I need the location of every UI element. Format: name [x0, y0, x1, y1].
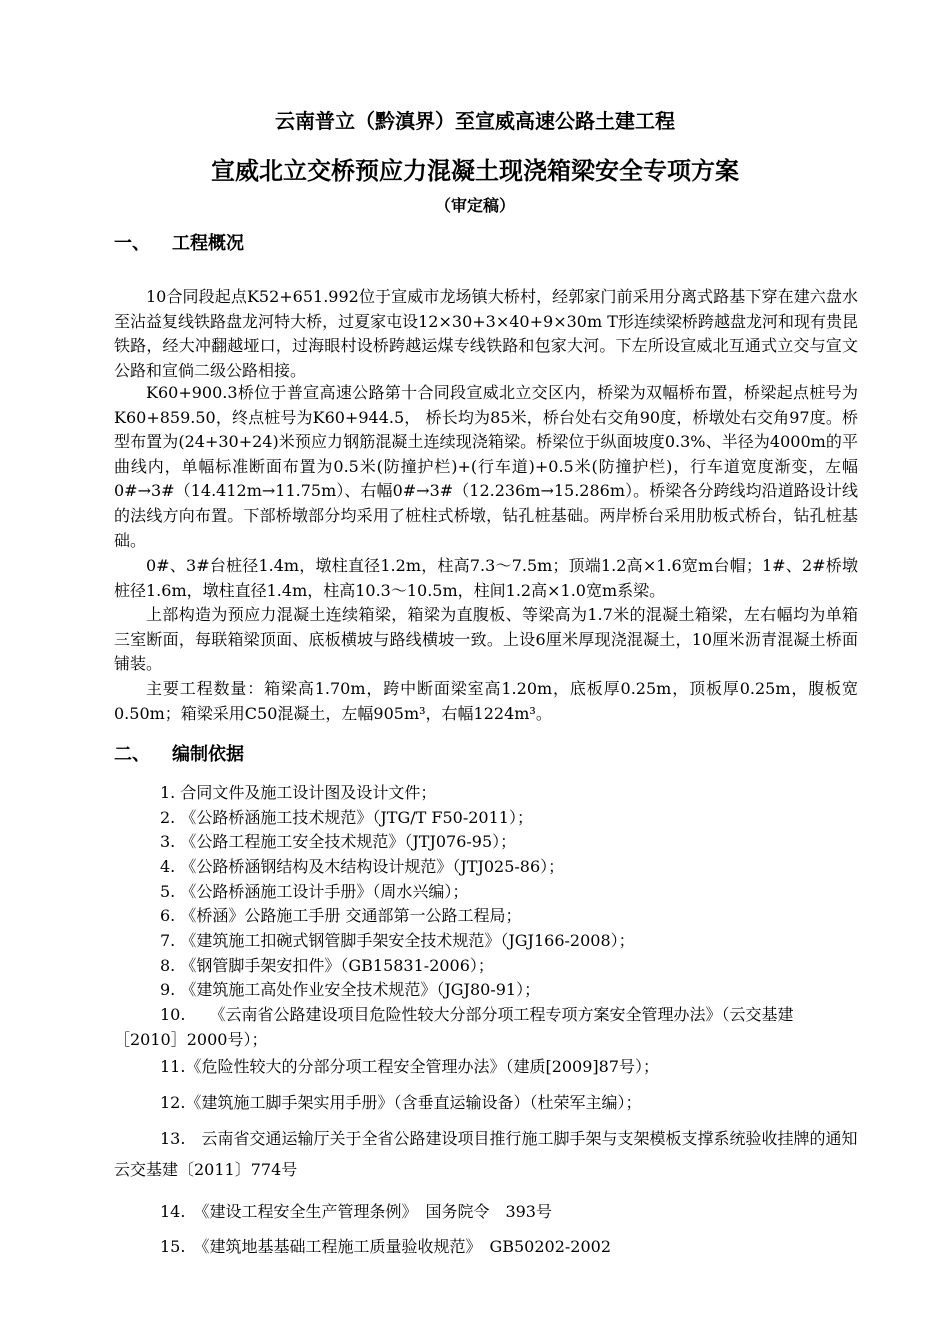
draft-status: （审定稿）	[434, 196, 515, 215]
reference-item: 7. 《建筑施工扣碗式钢管脚手架安全技术规范》（JGJ166-2008）；	[160, 931, 635, 950]
section1-heading	[114, 232, 244, 256]
reference-item: 3. 《公路工程施工安全技术规范》（JTJ076-95）；	[160, 832, 517, 851]
reference-item-10: 10. 《云南省公路建设项目危险性较大分部分项工程专项方案安全管理办法》（云交基建［2010］2000号）；	[114, 1005, 794, 1049]
paragraph-superstructure: 上部构造为预应力混凝土连续箱梁，箱梁为直腹板、等梁高为1.7米的混凝土箱梁，左右幅均为单箱三室断面，每联箱梁顶面、底板横坡与路线横坡一致。上设6厘米厚现浇混凝土，10厘米沥青混凝土桥面铺装。	[114, 605, 858, 674]
reference-item-11: 11.《危险性较大的分部分项工程安全管理办法》（建质[2009]87号）；	[160, 1057, 660, 1076]
section2-number: 二、	[114, 744, 150, 765]
reference-item: 8. 《钢管脚手架安扣件》（GB15831-2006）；	[160, 956, 494, 975]
reference-item-15: 15. 《建筑地基基础工程施工质量验收规范》 GB50202-2002	[160, 1237, 612, 1256]
paragraph-piers: 0#、3#台桩径1.4m，墩柱直径1.2m，柱高7.3～7.5m；顶端1.2高×1.6宽m台帽；1#、2#桥墩桩径1.6m，墩柱直径1.4m，柱高10.3～10.5m，柱间1.2高×1.0宽m系梁。	[114, 556, 858, 600]
paragraph-quantities: 主要工程数量：箱梁高1.70m，跨中断面梁室高1.20m，底板厚0.25m，顶板厚0.25m，腹板宽0.50m；箱梁采用C50混凝土，左幅905m³，右幅1224m³。	[114, 679, 858, 723]
document-title: 宣威北立交桥预应力混凝土现浇箱梁安全专项方案	[211, 157, 739, 185]
reference-item: 2. 《公路桥涵施工技术规范》（JTG/T F50-2011）；	[160, 808, 533, 827]
reference-item: 4. 《公路桥涵钢结构及木结构设计规范》（JTJ025-86）；	[160, 857, 565, 876]
paragraph-bridge: K60+900.3桥位于普宣高速公路第十合同段宣威北立交区内，桥梁为双幅桥布置，桥梁起点桩号为K60+859.50，终点桩号为K60+944.5， 桥长均为85米，桥台处右交角90度，桥墩处右交角97度。桥型布置为(24+30+24)米预应力钢筋混凝土连续现浇箱梁。桥梁位于纵面坡度0.3%、半径为4000m的平曲线内，单幅标准断面布置为0.5米(防撞护栏)+(行车道)+0.5米(防撞护栏)，行车道宽度渐变，左幅0#→3#（14.412m→11.75m）、右幅0#→3#（12.236m→15.286m）。桥梁各分跨线均沿道路设计线的法线方向布置。下部桥墩部分均采用了桩柱式桥墩，钻孔桩基础。两岸桥台采用肋板式桥台，钻孔桩基础。	[114, 383, 858, 550]
reference-item-14: 14. 《建设工程安全生产管理条例》 国务院令 393号	[160, 1202, 552, 1221]
paragraph-overview: 10合同段起点K52+651.992位于宣威市龙场镇大桥村，经郭家门前采用分离式路基下穿在建六盘水至沾益复线铁路盘龙河特大桥，过夏家屯设12×30+3×40+9×30m T形连续梁桥跨越盘龙河和现有贵昆铁路，经大冲翻越垭口，过海眼村设桥跨越运煤专线铁路和包家大河。下左所设宣威北互通式立交与宣文公路和宣倘二级公路相接。	[114, 287, 858, 380]
reference-item: 1. 合同文件及施工设计图及设计文件；	[160, 783, 437, 802]
project-title: 云南普立（黔滇界）至宣威高速公路土建工程	[275, 109, 675, 133]
section2-title: 编制依据	[172, 744, 244, 765]
section1-title: 工程概况	[172, 233, 244, 254]
reference-item-13: 13. 云南省交通运输厅关于全省公路建设项目推行施工脚手架与支架模板支撑系统验收挂牌的通知 云交基建〔2011〕774号	[114, 1129, 874, 1179]
reference-item: 5. 《公路桥涵施工设计手册》（周水兴编）；	[160, 882, 469, 901]
section1-number: 一、	[114, 233, 150, 254]
reference-item-12: 12.《建筑施工脚手架实用手册》（含垂直运输设备）（杜荣军主编）；	[160, 1093, 642, 1112]
reference-item: 6. 《桥涵》公路施工手册 交通部第一公路工程局；	[160, 906, 522, 925]
reference-item: 9. 《建筑施工高处作业安全技术规范》（JGJ80-91）；	[160, 980, 541, 999]
section2-heading	[114, 743, 244, 767]
